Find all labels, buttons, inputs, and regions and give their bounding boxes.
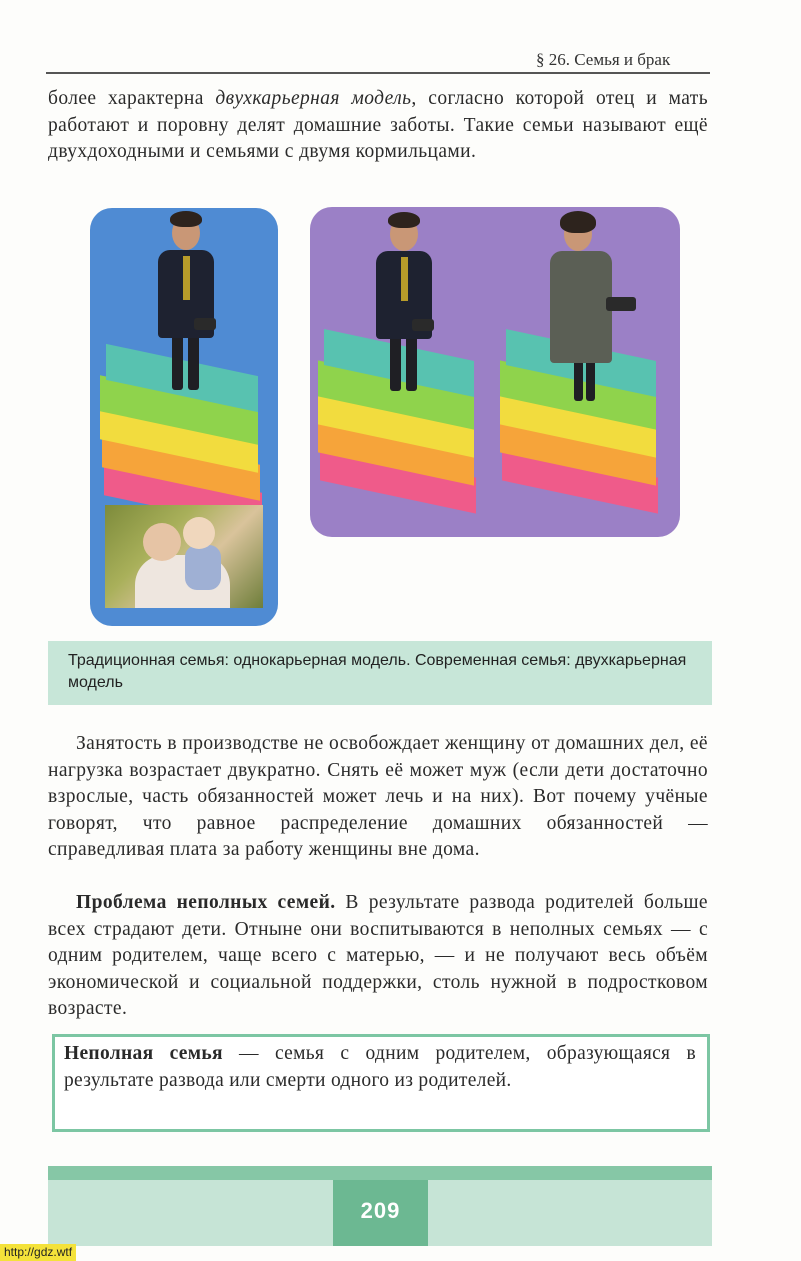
page-number: 209	[360, 1198, 401, 1223]
header-rule	[46, 72, 710, 74]
intro-paragraph	[48, 86, 708, 166]
body-paragraph-2-text: В результате развода родителей больше всех страдают дети. Отныне они воспитываются в неполных семьях — с одним родителем, чаще всего с матерью, — и не получают весь объём экономической и социальной поддержки, столь нужной в подростковом возрасте.	[48, 892, 708, 1019]
section-heading-incomplete-families: Проблема неполных семей.	[76, 892, 336, 913]
running-head: § 26. Семья и брак	[536, 50, 671, 69]
definition-body: — семья с одним родителем, образующаяся в результате развода или смерти одного из родителей.	[64, 1043, 696, 1091]
figure-caption: Традиционная семья: однокарьерная модель. Современная семья: двухкарьерная модель	[68, 652, 687, 691]
intro-text-before: более характерна	[48, 88, 216, 109]
intro-emphasis: двухкарьерная модель	[215, 88, 412, 109]
definition-term: Неполная семья	[64, 1043, 223, 1064]
footer-stripe	[48, 1166, 712, 1180]
definition-text	[64, 1041, 696, 1094]
intro-text-after: , согласно которой отец и мать работают и поровну делят домашние заботы. Такие семьи называют ещё двухдоходными и семьями с двумя кормильцами.	[48, 88, 708, 162]
watermark-link[interactable]: http://gdz.wtf	[0, 1244, 76, 1261]
body-paragraph-2	[48, 890, 708, 1023]
modern-family-panel	[310, 207, 680, 537]
body-paragraph-1: Занятость в производстве не освобождает женщину от домашних дел, её нагрузка возрастает двукратно. Снять её может муж (если дети достаточно взрослые, часть обязанностей может лечь и на них). Вот почему учёные говорят, что равное распределение домашних обязанностей — справедливая плата за работу женщины вне дома.	[48, 733, 708, 860]
traditional-family-panel	[90, 208, 278, 626]
mother-child-photo	[105, 505, 263, 608]
